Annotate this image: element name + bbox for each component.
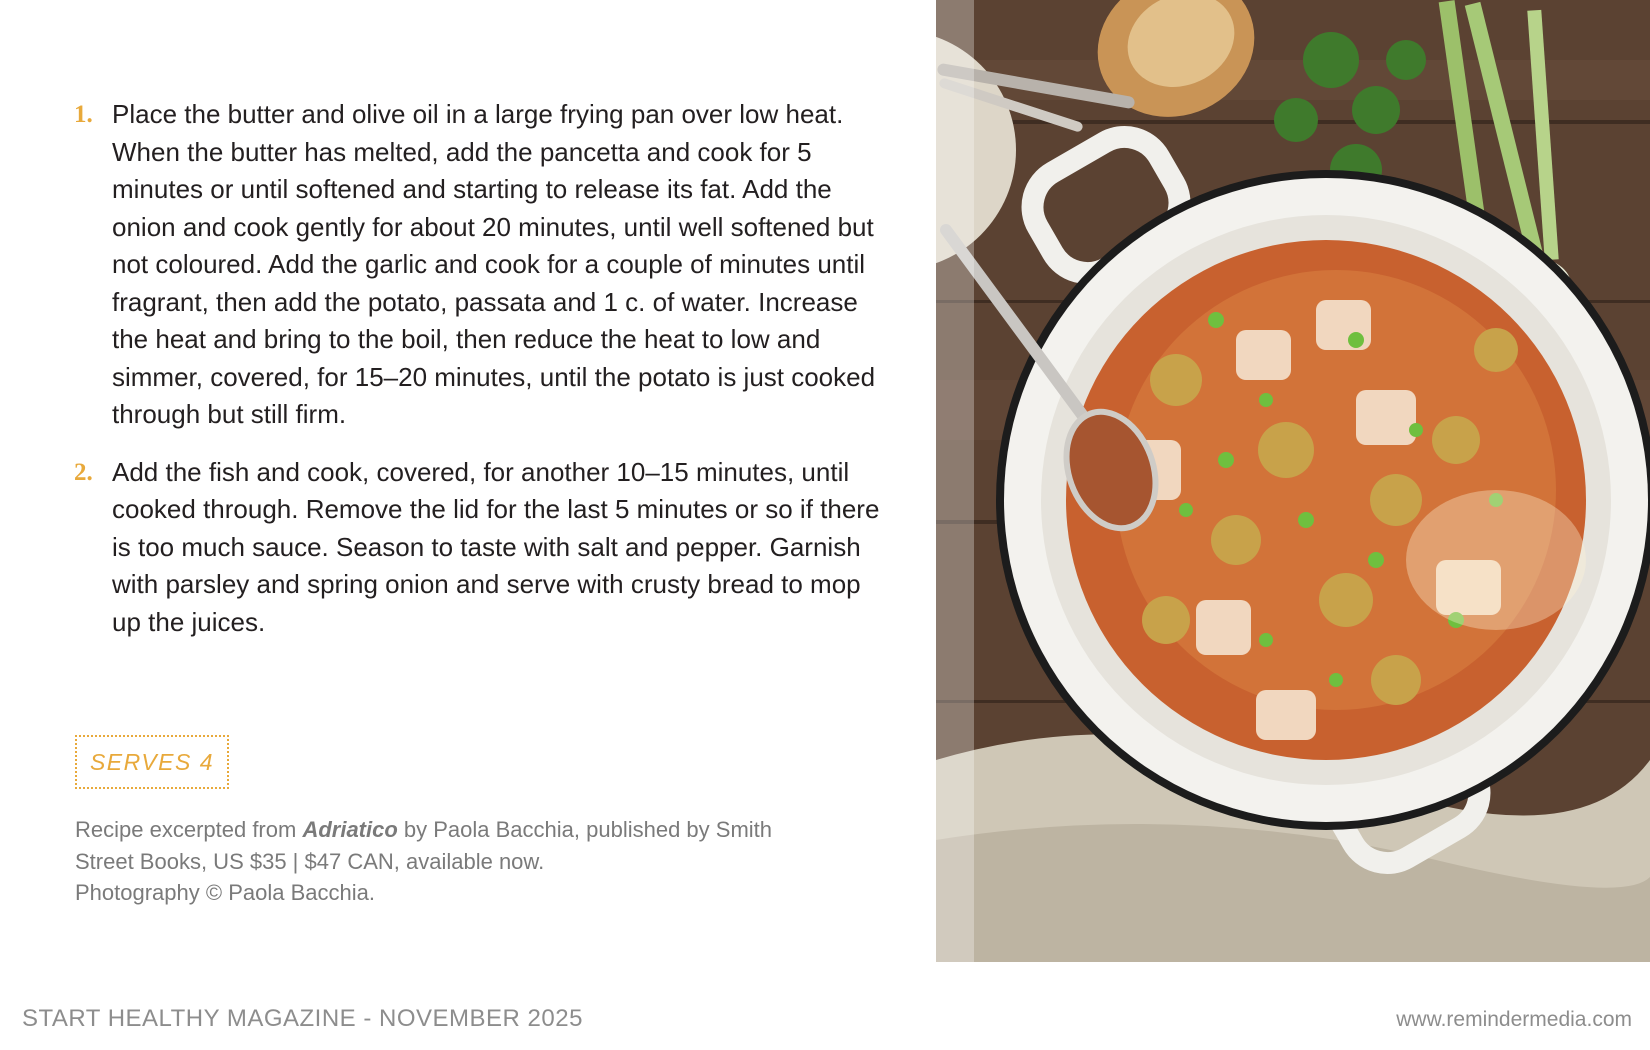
step-text: Add the fish and cook, covered, for another 10–15 minutes, until cooked through. Remove the lid for the last 5 minutes or so if there is too much sauce. Season to taste with salt and pepper. Garnish with parsley and spring onion and serve with crusty bread to mop up the juices. — [112, 456, 880, 637]
step-text: Place the butter and olive oil in a large frying pan over low heat. When the butter has melted, add the pancetta and cook for 5 minutes or until softened and starting to release its fat. Add the onion and cook gently for about 20 minutes, until well softened but not coloured. Add the garlic and cook for a couple of minutes until fragrant, then add the potato, passata and 1 c. of water. Increase the heat and bring to the boil, then reduce the heat to low and simmer, covered, for 15–20 minutes, until the potato is just cooked through but still firm. — [112, 99, 876, 429]
serves-label: SERVES 4 — [89, 748, 215, 775]
book-title: Adriatico — [302, 817, 398, 842]
recipe-photo — [936, 0, 1650, 962]
credit-prefix: Recipe excerpted from — [75, 817, 303, 842]
recipe-steps — [74, 96, 884, 661]
fish-stew-illustration — [936, 0, 1650, 962]
serves-badge — [75, 735, 229, 789]
recipe-step — [74, 454, 884, 642]
website-link[interactable]: www.remindermedia.com — [1396, 1008, 1632, 1031]
step-number: 2. — [74, 458, 93, 486]
credit-suffix: by Paola Bacchia, published by Smith Street Books, US $35 | $47 CAN, available now. — [75, 817, 773, 874]
recipe-credit — [75, 814, 835, 909]
credit-text — [75, 814, 835, 877]
step-number: 1. — [74, 101, 93, 128]
publication-footer: START HEALTHY MAGAZINE - NOVEMBER 2025 — [22, 1005, 583, 1032]
recipe-step — [74, 96, 884, 434]
photography-credit: Photography © Paola Bacchia. — [75, 880, 375, 905]
